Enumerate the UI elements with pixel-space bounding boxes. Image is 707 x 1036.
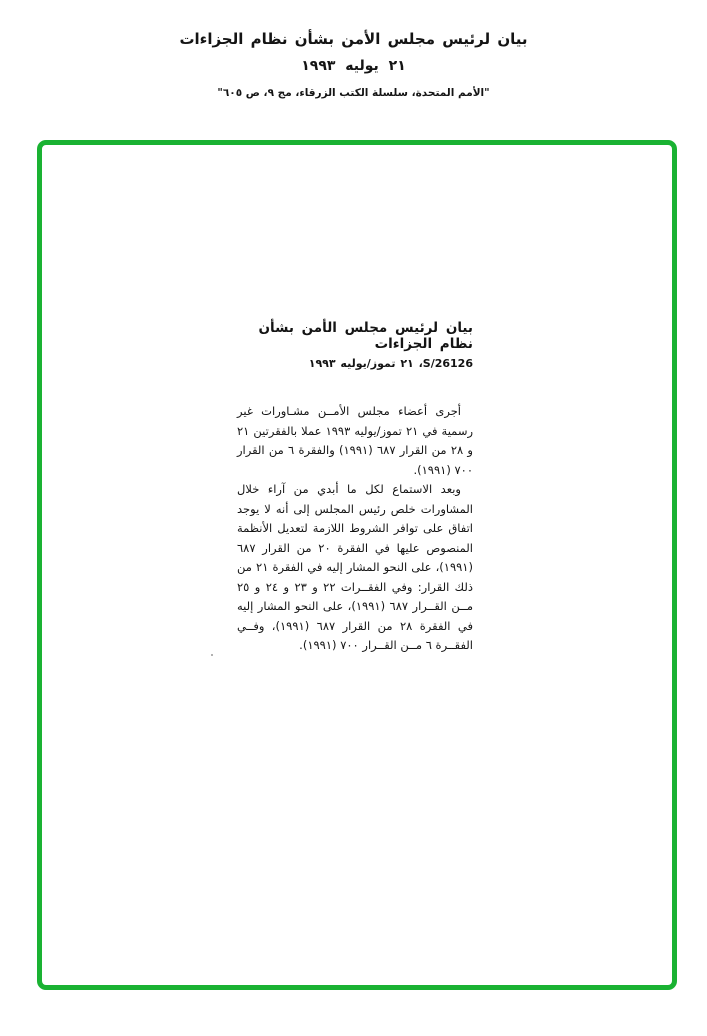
scan-frame — [37, 140, 677, 990]
scan-body — [237, 402, 473, 656]
caption-source: "الأمم المتحدة، سلسلة الكتب الزرقاء، مج ٩، ص ٦٠٥" — [217, 87, 490, 99]
paragraph: أجرى أعضاء مجلس الأمــن مشـاورات غير رسمية في ٢١ تموز/يوليه ١٩٩٣ عملا بالفقرتين ٢١ و ٢٨ من القرار ٦٨٧ (١٩٩١) والفقرة ٦ من القرار ٧٠٠ (١٩٩١). — [237, 404, 474, 477]
scan-title: بيان لرئيس مجلس الأمن بشأن نظام الجزاءات — [258, 320, 473, 352]
paragraph: وبعد الاستماع لكل ما أبدي من آراء خلال المشاورات خلص رئيس المجلس إلى أنه لا يوجد اتفاق على توافر الشروط اللازمة لتعديل الأنظمة المنصوص عليها في الفقرة ٢٠ من القرار ٦٨٧ (١٩٩١)، على النحو المشار إليه في الفقرة ٢١ من ذلك القرار: وفي الفقــرات ٢٢ و ٢٣ و ٢٤ و ٢٥ مــن القــرار ٦٨٧ (١٩٩١)، على النحو المشار إليه في الفقرة ٢٨ من القرار ٦٨٧ (١٩٩١)، وفــي الفقــرة ٦ مــن القــرار ٧٠٠ (١٩٩١). — [237, 482, 473, 652]
scan-reference: S/26126، ٢١ تموز/يوليه ١٩٩٣ — [308, 357, 473, 370]
document-caption — [0, 30, 707, 99]
scan-speck — [211, 654, 213, 656]
caption-date: ٢١ يوليه ١٩٩٣ — [301, 58, 406, 74]
caption-title: بيان لرئيس مجلس الأمن بشأن نظام الجزاءات — [179, 30, 528, 48]
